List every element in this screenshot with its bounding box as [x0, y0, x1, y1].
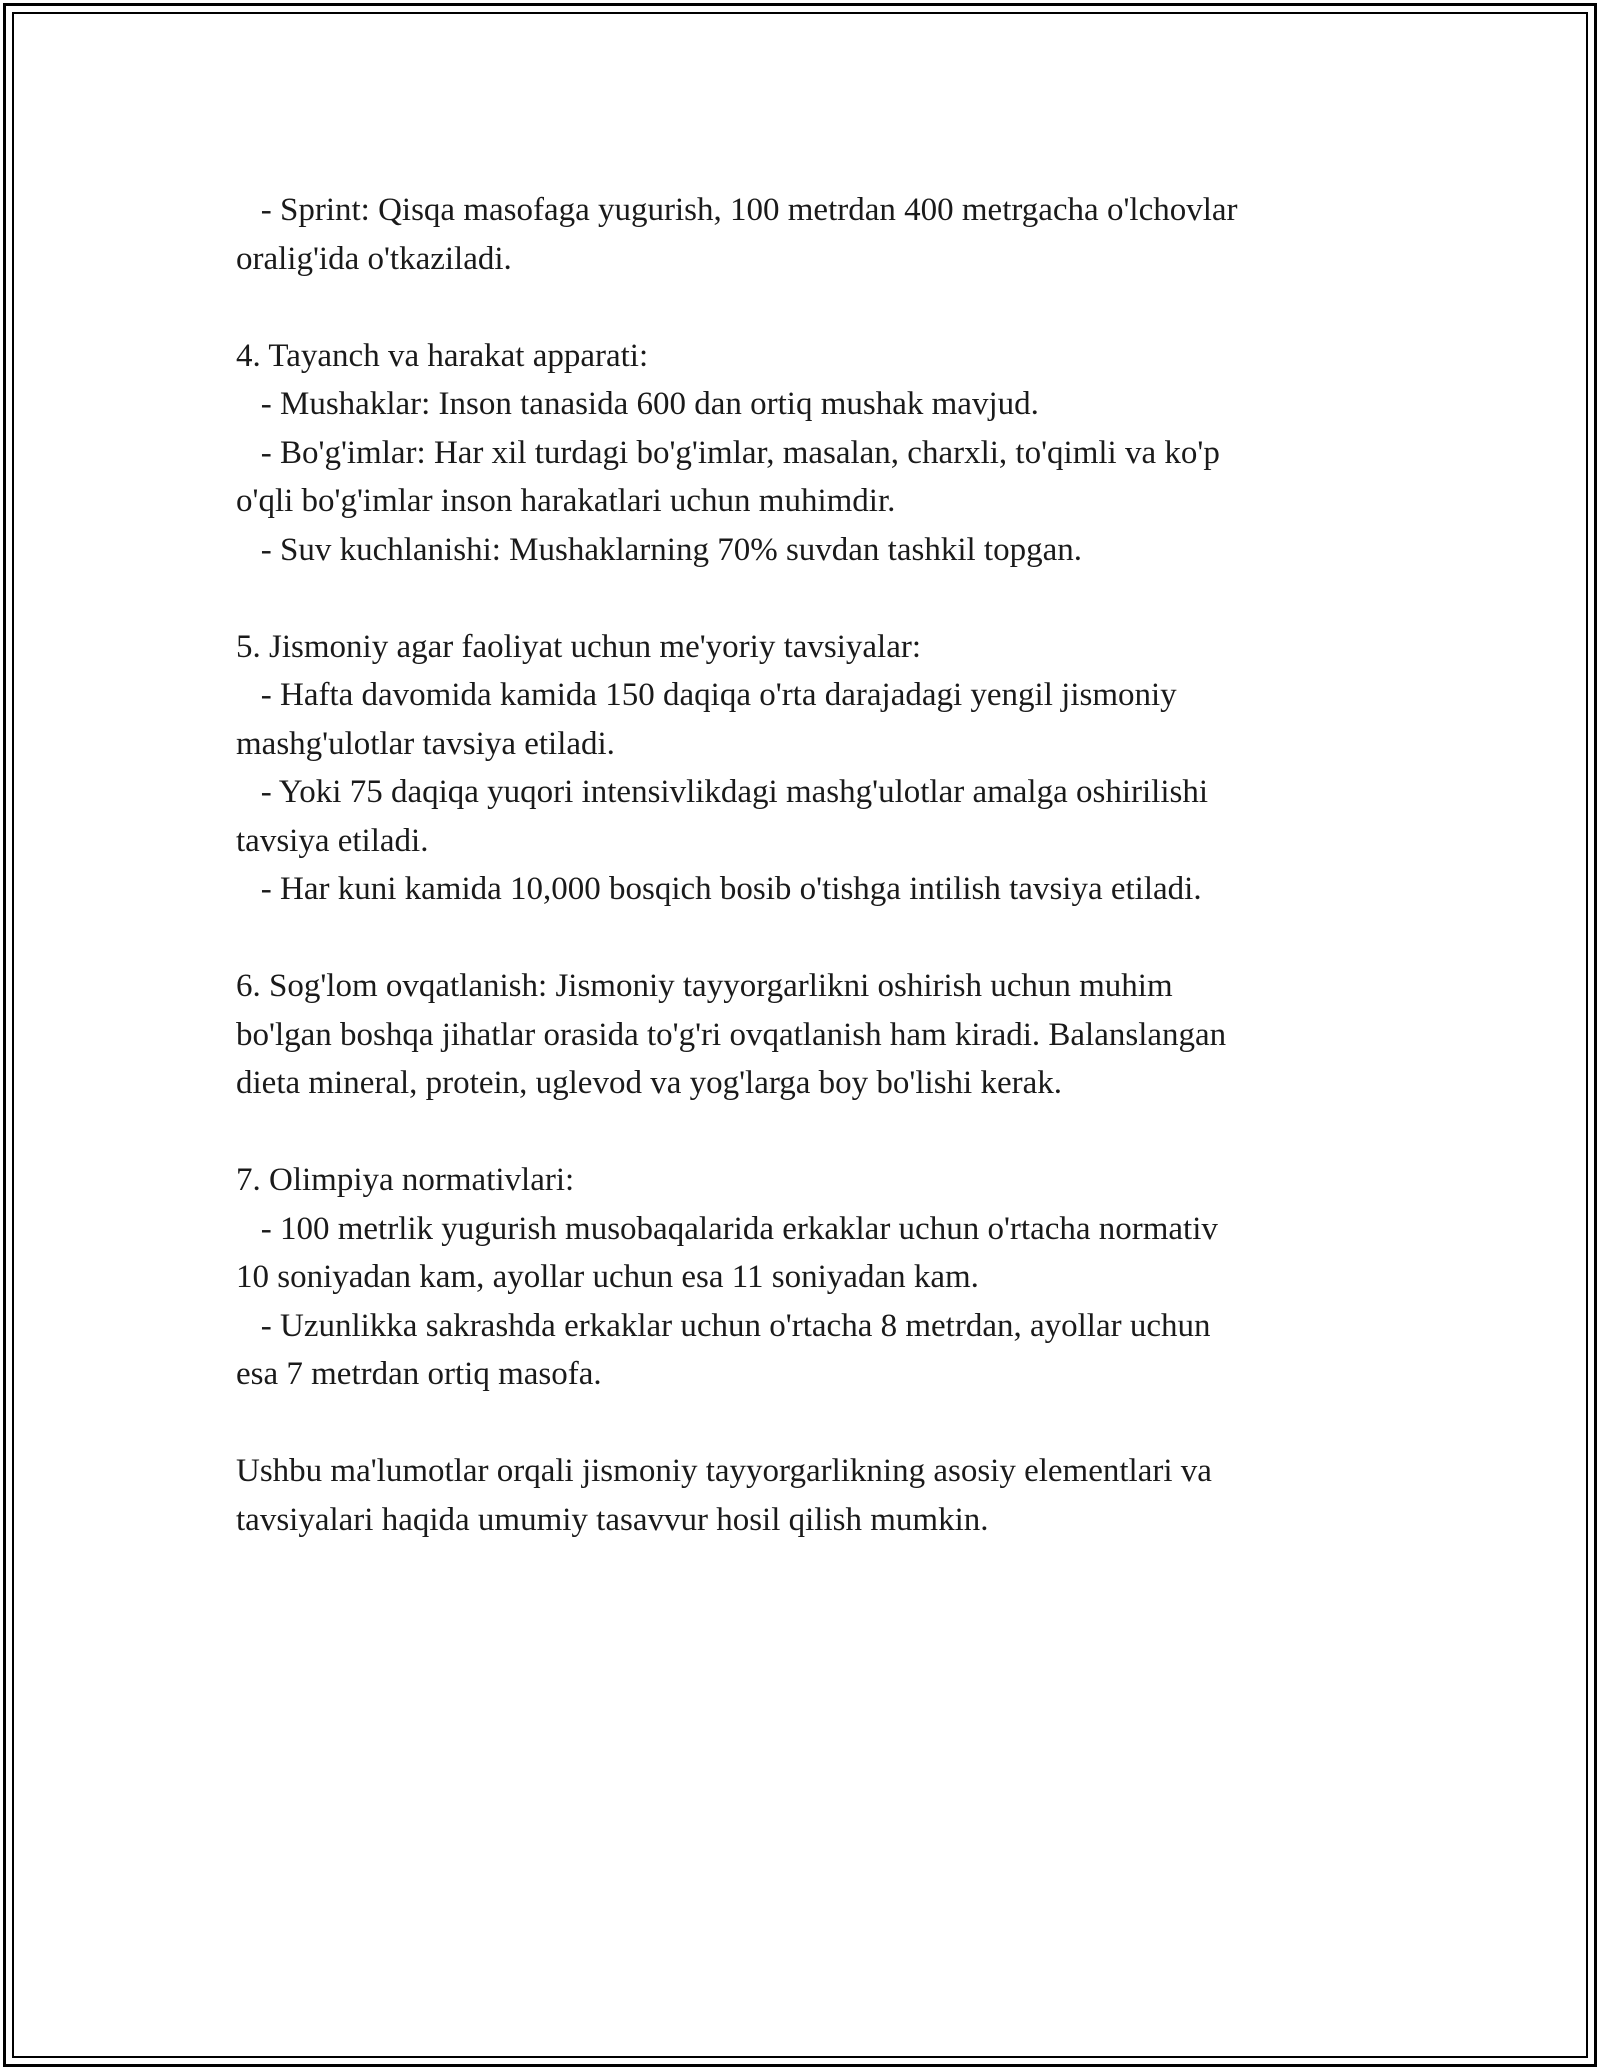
text-line: dieta mineral, protein, uglevod va yog'larga boy bo'lishi kerak. [236, 1065, 1062, 1101]
text-line: 4. Tayanch va harakat apparati: [236, 337, 649, 374]
text-line: - 100 metrlik yugurish musobaqalarida erkaklar uchun o'rtacha normativ [236, 1210, 1218, 1247]
blank-line [236, 574, 1366, 623]
blank-line [236, 1399, 1366, 1448]
text-line: - Har kuni kamida 10,000 bosqich bosib o'tishga intilish tavsiya etiladi. [236, 871, 1202, 907]
text-line: - Yoki 75 daqiqa yuqori intensivlikdagi mashg'ulotlar amalga oshirilishi [236, 774, 1209, 810]
blank-line [236, 1108, 1366, 1157]
text-line: o'qli bo'g'imlar inson harakatlari uchun muhimdir. [236, 483, 896, 519]
text-line: 10 soniyadan kam, ayollar uchun esa 11 soniyadan kam. [236, 1259, 979, 1295]
text-line: - Mushaklar: Inson tanasida 600 dan ortiq mushak mavjud. [236, 386, 1039, 422]
text-line: - Hafta davomida kamida 150 daqiqa o'rta darajadagi yengil jismoniy [236, 677, 1177, 713]
text-line: 5. Jismoniy agar faoliyat uchun me'yoriy tavsiyalar: [236, 628, 922, 665]
text-line: tavsiya etiladi. [236, 822, 429, 859]
text-line: esa 7 metrdan ortiq masofa. [236, 1356, 602, 1392]
text-line: - Uzunlikka sakrashda erkaklar uchun o'rtacha 8 metrdan, ayollar uchun [236, 1307, 1211, 1344]
text-line: 7. Olimpiya normativlari: [236, 1162, 575, 1198]
text-line: bo'lgan boshqa jihatlar orasida to'g'ri ovqatlanish ham kiradi. Balanslangan [236, 1016, 1227, 1053]
blank-line [236, 283, 1366, 332]
text-line: 6. Sog'lom ovqatlanish: Jismoniy tayyorgarlikni oshirish uchun muhim [236, 968, 1173, 1004]
text-line: Ushbu ma'lumotlar orqali jismoniy tayyorgarlikning asosiy elementlari va [236, 1453, 1212, 1489]
text-line: - Sprint: Qisqa masofaga yugurish, 100 metrdan 400 metrgacha o'lchovlar [236, 192, 1238, 228]
document-body [236, 186, 1366, 1544]
text-line: tavsiyalari haqida umumiy tasavvur hosil qilish mumkin. [236, 1501, 989, 1538]
text-line: oralig'ida o'tkaziladi. [236, 240, 512, 277]
text-line: - Suv kuchlanishi: Mushaklarning 70% suvdan tashkil topgan. [236, 531, 1082, 568]
text-line: - Bo'g'imlar: Har xil turdagi bo'g'imlar, masalan, charxli, to'qimli va ko'p [236, 434, 1220, 471]
text-line: mashg'ulotlar tavsiya etiladi. [236, 725, 615, 762]
blank-line [236, 914, 1366, 963]
